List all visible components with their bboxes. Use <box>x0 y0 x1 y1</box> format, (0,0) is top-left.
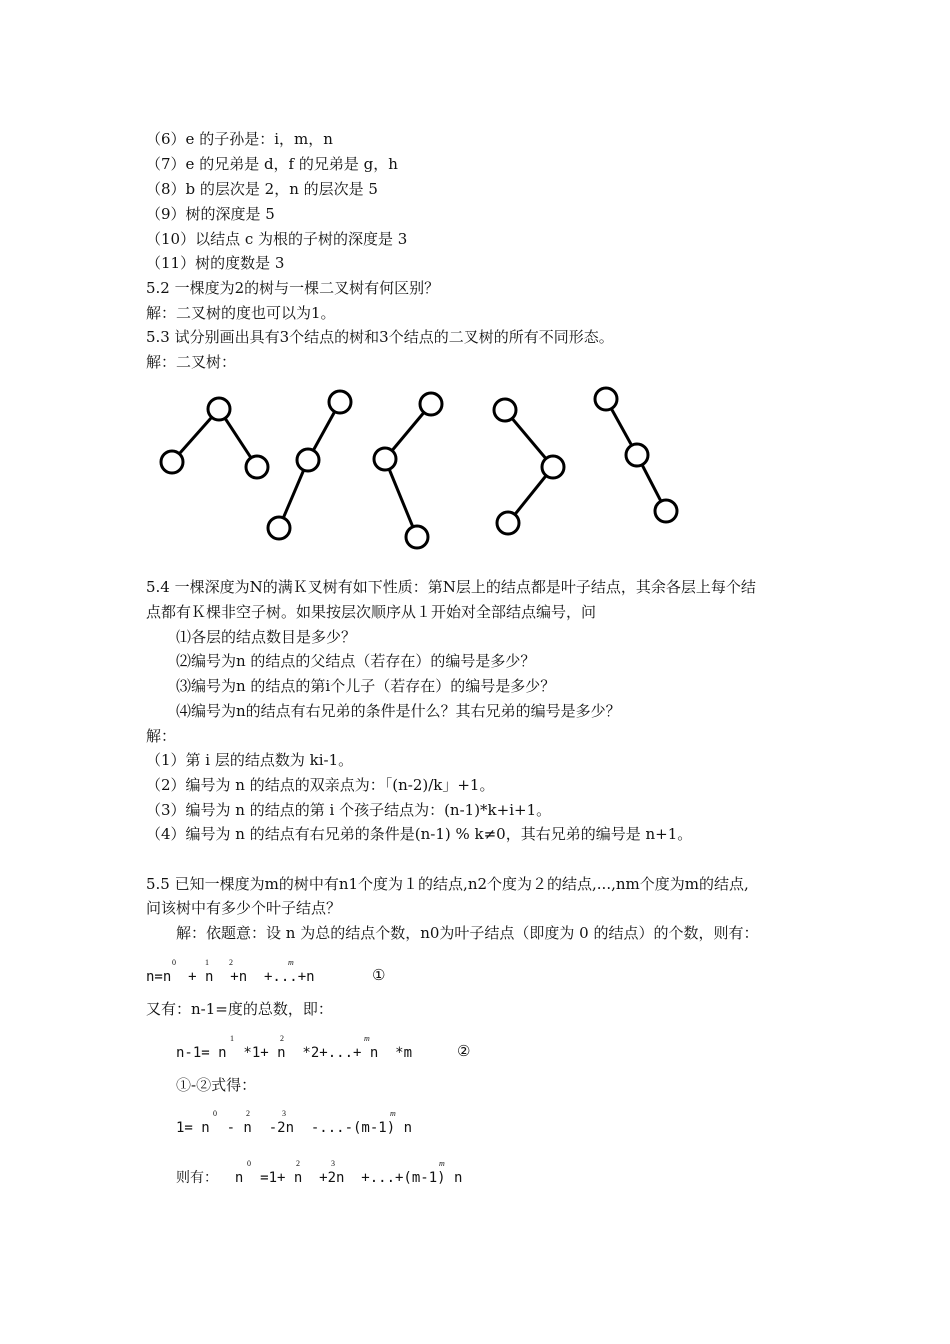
tree4-leaf-node <box>497 512 519 534</box>
equation-2-marker: ② <box>457 1042 471 1060</box>
tree1-left-node <box>161 451 183 473</box>
answer-5-4-2: （2）编号为 n 的结点的双亲点为：「(n-2)/k」+1。 <box>146 776 495 794</box>
answer-5-4-4: （4）编号为 n 的结点有右兄弟的条件是(n-1) % k≠0，其右兄弟的编号是 n+1。 <box>146 825 693 843</box>
answer-5-4-1: （1）第 i 层的结点数为 ki-1。 <box>146 751 354 769</box>
tree3-mid-node <box>374 448 396 470</box>
line-10: （10）以结点 c 为根的子树的深度是 3 <box>146 230 408 248</box>
equation-1-marker: ① <box>372 966 386 984</box>
binary-tree-shapes-figure <box>150 384 690 554</box>
question-5-3: 5.3 试分别画出具有3个结点的树和3个结点的二叉树的所有不同形态。 <box>146 328 614 346</box>
equation-2-sup-m: m <box>364 1034 370 1043</box>
equation-3-sup-2: 2 <box>246 1109 250 1118</box>
question-5-5-line1: 5.5 已知一棵度为m的树中有n1个度为１的结点,n2个度为２的结点,...,nm个度为m的结点, <box>146 875 749 893</box>
line-8: （8）b 的层次是 2，n 的层次是 5 <box>146 180 378 198</box>
tree1-root-node <box>208 398 230 420</box>
tree2-root-node <box>329 391 351 413</box>
equation-2-sup-1: 1 <box>230 1034 234 1043</box>
question-5-4-sub2: ⑵编号为n 的结点的父结点（若存在）的编号是多少？ <box>176 652 536 670</box>
result-sup-2: 2 <box>296 1159 300 1168</box>
line-11: （11）树的度数是 3 <box>146 254 285 272</box>
question-5-2: 5.2 一棵度为2的树与一棵二叉树有何区别？ <box>146 279 440 297</box>
result-sup-3: 3 <box>331 1159 335 1168</box>
equation-1-sup-2: 2 <box>229 958 233 967</box>
tree2-leaf-node <box>268 517 290 539</box>
result-sup-m: m <box>439 1159 445 1168</box>
also-line: 又有：n-1=度的总数，即： <box>146 1000 333 1018</box>
equation-1-sup-m: m <box>288 958 294 967</box>
tree3-root-node <box>420 393 442 415</box>
equation-1: n=n + n +n +...+n <box>146 969 315 985</box>
answer-5-2: 解：二叉树的度也可以为1。 <box>146 304 336 322</box>
tree1-right-node <box>246 456 268 478</box>
tree4-mid-node <box>542 456 564 478</box>
equation-1-sup-1: 1 <box>205 958 209 967</box>
tree2-mid-node <box>297 449 319 471</box>
equation-3: 1= n - n -2n -...-(m-1) n <box>176 1120 413 1136</box>
equation-3-sup-0: 0 <box>213 1109 217 1118</box>
tree5-root-node <box>595 388 617 410</box>
line-6: （6）e 的子孙是：i，m，n <box>146 130 333 148</box>
equation-3-sup-m: m <box>390 1109 396 1118</box>
answer-5-4-3: （3）编号为 n 的结点的第 i 个孩子结点为：(n-1)*k+i+1。 <box>146 801 552 819</box>
line-9: （9）树的深度是 5 <box>146 205 275 223</box>
question-5-4-sub1: ⑴各层的结点数目是多少？ <box>176 628 357 646</box>
answer-5-3-label: 解：二叉树： <box>146 353 237 371</box>
equation-2-sup-2: 2 <box>280 1034 284 1043</box>
tree4-root-node <box>494 399 516 421</box>
equation-2: n-1= n *1+ n *2+...+ n *m <box>176 1045 413 1061</box>
tree5-leaf-node <box>655 500 677 522</box>
question-5-4-sub3: ⑶编号为n 的结点的第i个儿子（若存在）的编号是多少？ <box>176 677 556 695</box>
question-5-4-sub4: ⑷编号为n的结点有右兄弟的条件是什么？其右兄弟的编号是多少？ <box>176 702 621 720</box>
line-7: （7）e 的兄弟是 d，f 的兄弟是 g，h <box>146 155 398 173</box>
tree5-mid-node <box>626 444 648 466</box>
result-sup-0: 0 <box>247 1159 251 1168</box>
answer-5-4-label: 解： <box>146 727 177 745</box>
result-line: 则有： n =1+ n +2n +...+(m-1) n <box>176 1170 463 1186</box>
tree3-leaf-node <box>406 526 428 548</box>
question-5-4-line2: 点都有Ｋ棵非空子树。如果按层次顺序从１开始对全部结点编号，问 <box>146 603 597 621</box>
equation-3-sup-3: 3 <box>282 1109 286 1118</box>
answer-5-5-intro: 解：依题意：设 n 为总的结点个数，n0为叶子结点（即度为 0 的结点）的个数，则有： <box>176 924 759 942</box>
equation-1-sup-0: 0 <box>172 958 176 967</box>
difference-line: ①-②式得： <box>176 1076 257 1094</box>
question-5-4-line1: 5.4 一棵深度为N的满Ｋ叉树有如下性质：第N层上的结点都是叶子结点，其余各层上每个结 <box>146 578 756 596</box>
question-5-5-line2: 问该树中有多少个叶子结点？ <box>146 899 342 917</box>
